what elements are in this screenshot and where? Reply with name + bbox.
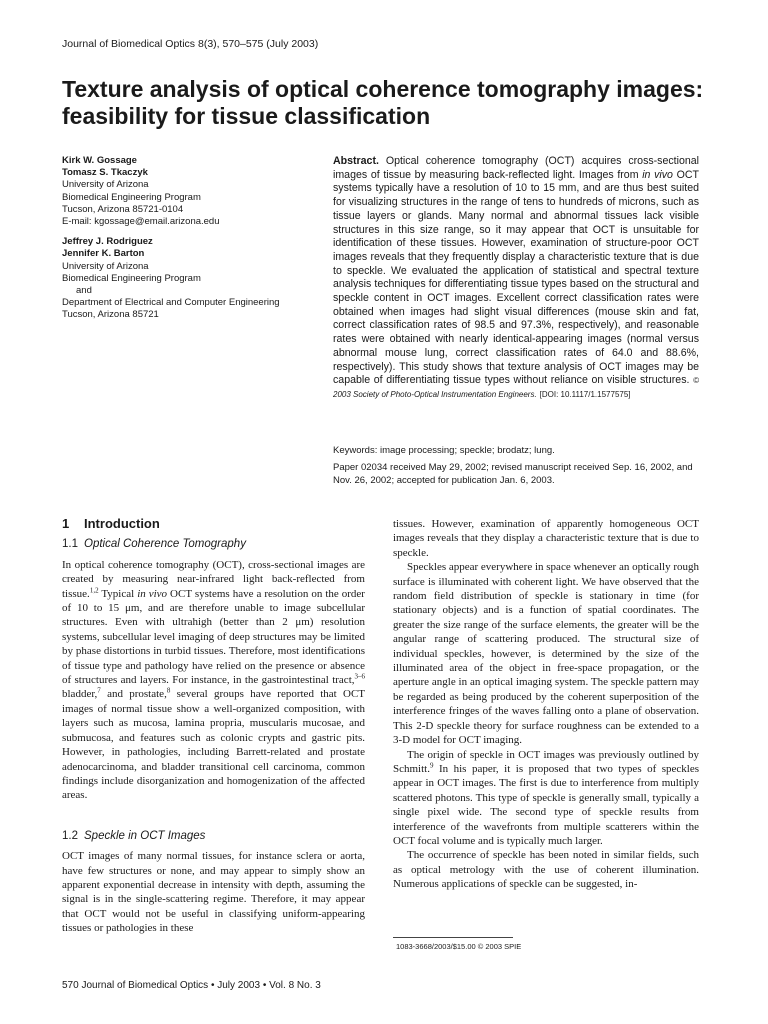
copyright-footnote: 1083-3668/2003/$15.00 © 2003 SPIE — [396, 942, 522, 951]
body-paragraph: The occurrence of speckle has been noted in similar fields, such as optical metrology with the use of coherent illumination. Numerous applications of speckle can be suggested, in- — [393, 849, 699, 891]
abstract — [333, 155, 699, 402]
abstract-text: OCT systems typically have a resolution of 10 to 15 mm, and are thus best suited for visualizing structures in the range of tens to hundreds of microns, such as tissue layers or glands. Many normal and abnormal tissues lack visible structures in this size range, so it may appear that OCT is unsuitable for identification of these tissues. However, examination of structure-poor OCT images reveals that they frequently display a characteristic texture that is due to speckle. We evaluated the application of statistical and spectral texture analysis techniques for differentiating tissue types based on the structural and speckle content in OCT images. Excellent correct classification rates were obtained when images had slight visual differences (mouse skin and fat, correct classification rates of 98.5 and 97.3%, respectively), and reasonable rates were obtained with nearly identical-appearing images (normal versus abnormal mouse lung, correct classification rates of 64.0 and 88.6%, respectively). This study shows that texture analysis of OCT images may be capable of differentiating tissue types without reliance on visible structures. — [333, 168, 699, 387]
body-paragraph: In optical coherence tomography (OCT), cross-sectional images are created by measuring near-infrared light back-reflected from tissue.$^{1,2}$ Typical in vivo OCT systems have a resolution on the order of 10 to 15 μm, and are therefore unable to image subcellular structures. Even with ultrahigh (better than 2 μm) resolution systems, subcellular level imaging of deep structures may be limited by phase distortions in turbid tissues. Therefore, most identifications of tissue type and pathology have relied on the presence or absence of structures and layers. For instance, in the gastrointestinal tract,$^{3-6}$ bladder,$^7$ and prostate,$^8$ several groups have reported that OCT images of normal tissue show a well-organized composition, with layers such as mucosa, lamina propria, muscularis mucosae, and submucosa, and features such as colonic crypts and gastric pits. However, in pathologies, including Barrett-related and prostate adenocarcinoma, and bladder transitional cell carcinoma, common findings include disorganization and homogenization of the affected areas. — [62, 558, 365, 802]
affiliation-line: Tucson, Arizona 85721 — [62, 309, 159, 321]
author-name: Tomasz S. Tkaczyk — [62, 167, 148, 179]
affiliation-line: Biomedical Engineering Program — [62, 191, 201, 203]
journal-citation: Journal of Biomedical Optics 8(3), 570–575 (July 2003) — [62, 38, 319, 50]
paper-title: Texture analysis of optical coherence tomography images: feasibility for tissue classification — [62, 76, 704, 129]
abstract-copyright: © 2003 Society of Photo-Optical Instrumentation Engineers. — [333, 376, 699, 399]
abstract-doi: [DOI: 10.1117/1.1577575] — [539, 389, 631, 399]
author-name: Jeffrey J. Rodriguez — [62, 236, 153, 248]
affiliation-line: and — [76, 285, 92, 297]
body-column-left — [62, 517, 365, 936]
author-email: E-mail: kgossage@email.arizona.edu — [62, 216, 220, 228]
body-column-right — [393, 517, 699, 892]
keywords: Keywords: image processing; speckle; brodatz; lung. — [333, 445, 555, 456]
affiliation-line: Biomedical Engineering Program — [62, 272, 201, 284]
body-paragraph: OCT images of many normal tissues, for instance sclera or aorta, have few structures or none, and may appear to simply show an apparent exponential decrease in intensity with depth, assuming the signal is in the single-scattering regime. Therefore, it may appear that OCT would not be useful in classifying uniform-appearing tissues or pathologies in these — [62, 850, 365, 935]
abstract-italic: in vivo — [642, 168, 673, 181]
subsection-heading: 1.2 Speckle in OCT Images — [62, 829, 206, 842]
body-paragraph: tissues. However, examination of apparently homogeneous OCT images reveals that they display a characteristic texture that is due to speckle. — [393, 518, 699, 559]
affiliation-line: University of Arizona — [62, 260, 149, 272]
subsection-heading: 1.1 Optical Coherence Tomography — [62, 538, 246, 551]
abstract-label: Abstract. — [333, 155, 379, 167]
affiliation-line: University of Arizona — [62, 179, 149, 191]
footnote-divider — [393, 937, 513, 938]
author-name: Kirk W. Gossage — [62, 155, 137, 166]
body-paragraph: Speckles appear everywhere in space whenever an optically rough surface is illuminated with coherent light. We have observed that the random field distribution of speckle is stationary in time (for stationary objects) and is a function of spatial coordinates. The greater the size range of the surface elements, the greater will be the angular range of scattering produced. The structural size of individual speckles, however, is determined by the size of the illuminated area of the object in free-space propagation, or the aperture angle in an optical imaging system. The speckle pattern may be regarded as being produced by the coherent superposition of the interference fringes of the waves falling onto a plane of observation. This 2-D speckle theory for surface roughness can be extended to a 3-D model for OCT imaging. — [393, 561, 699, 747]
affiliation-line: Tucson, Arizona 85721-0104 — [62, 203, 184, 215]
page-footer: 570 Journal of Biomedical Optics • July 2003 • Vol. 8 No. 3 — [62, 980, 321, 991]
author-block — [62, 155, 307, 322]
body-paragraph: The origin of speckle in OCT images was previously outlined by Schmitt.$^9$ In his paper, it is proposed that two types of speckles appear in OCT images. The first is due to interference from multiply scattered photons. This type of speckle is generally small, typically a single pixel wide. The second type of speckle results from interference of the wavefronts from multiple scatterers within the OCT focal volume and is typically much larger. — [393, 748, 699, 847]
received-dates: Paper 02034 received May 29, 2002; revised manuscript received Sep. 16, 2002, and Nov. 26, 2002; accepted for publication Jan. 6, 2003. — [333, 462, 693, 486]
section-heading: 1 Introduction — [62, 516, 160, 531]
affiliation-line: Department of Electrical and Computer Engineering — [62, 297, 280, 309]
abstract-text: Optical coherence tomography (OCT) acquires cross-sectional images of tissue by measuring back-reflected light. Images from — [333, 155, 699, 181]
author-name: Jennifer K. Barton — [62, 248, 145, 260]
